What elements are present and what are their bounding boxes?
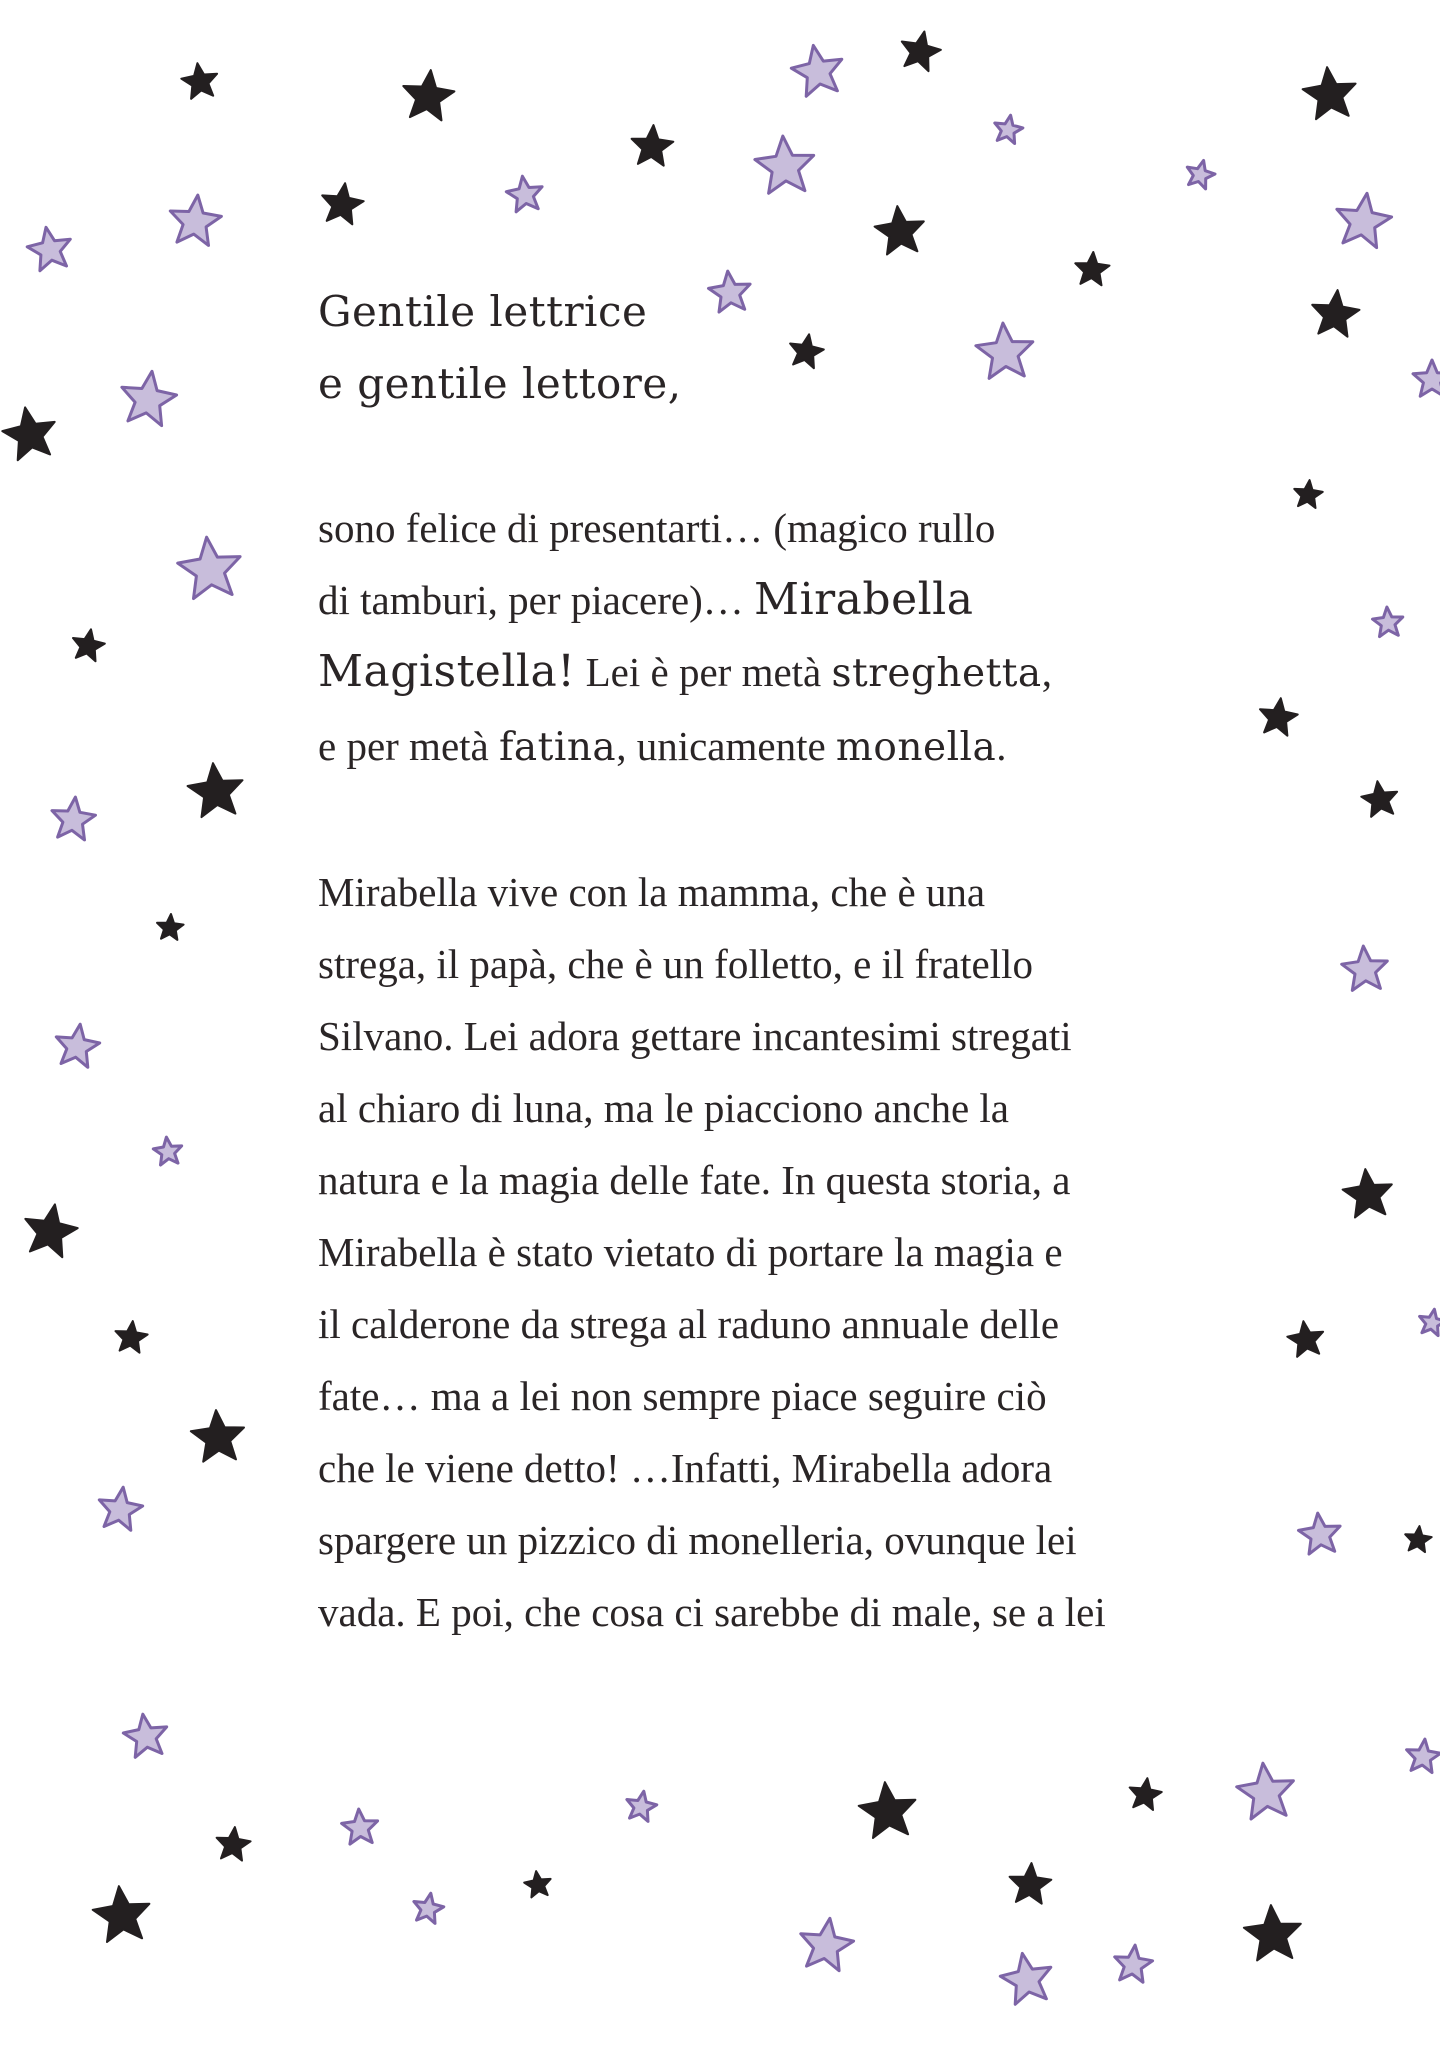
dark-star-icon (73, 629, 105, 661)
dark-star-icon (157, 914, 184, 940)
purple-star-icon (56, 1024, 99, 1067)
text-line: che le viene detto! …Infatti, Mirabella adora (318, 1445, 1053, 1491)
text-line (318, 710, 1258, 784)
text-run: , unicamente (616, 723, 836, 769)
purple-star-icon (801, 1918, 854, 1970)
purple-star-icon (153, 1137, 181, 1165)
dark-star-icon (632, 125, 674, 166)
purple-star-icon (755, 136, 814, 193)
purple-star-icon (506, 176, 542, 212)
dark-star-icon (524, 1871, 550, 1897)
purple-star-icon (791, 45, 842, 96)
text-line: vada. E poi, che cosa ci sarebbe di male, se a lei (318, 1589, 1106, 1635)
purple-star-icon (1342, 946, 1388, 990)
dark-star-icon (1343, 1169, 1392, 1217)
intro-paragraph (318, 492, 1258, 784)
dark-star-icon (217, 1827, 251, 1861)
highlighted-word: streghetta (831, 651, 1042, 696)
purple-star-icon (1373, 607, 1403, 637)
purple-star-icon (342, 1809, 378, 1844)
text-line (318, 492, 1258, 564)
text-run: sono felice di presentarti… (magico rullo (318, 505, 996, 551)
text-line (318, 564, 1258, 636)
dark-star-icon (322, 183, 364, 224)
purple-star-icon (170, 195, 221, 245)
text-run: di tamburi, per piacere)… (318, 577, 755, 623)
dark-star-icon (181, 63, 217, 99)
purple-star-icon (1115, 1945, 1153, 1982)
text-run: Lei è per metà (575, 649, 832, 695)
text-line: fate… ma a lei non sempre piace seguire ciò (318, 1373, 1047, 1419)
text-line (318, 636, 1258, 710)
text-line: natura e la magia delle fate. In questa storia, a (318, 1157, 1071, 1203)
purple-star-icon (1420, 1309, 1440, 1335)
purple-star-icon (99, 1487, 142, 1530)
dark-star-icon (403, 70, 454, 120)
greeting-line: e gentile lettore, (318, 359, 682, 408)
text-line: strega, il papà, che è un folletto, e il fratello (318, 941, 1033, 987)
character-name: Magistella! (318, 646, 576, 697)
greeting (318, 276, 1258, 420)
text-line: spargere un pizzico di monelleria, ovunque lei (318, 1517, 1077, 1563)
dark-star-icon (2, 407, 54, 460)
letter-text (318, 276, 1258, 1648)
dark-star-icon (1130, 1778, 1162, 1810)
greeting-line: Gentile lettrice (318, 287, 648, 336)
purple-star-icon (1337, 193, 1392, 247)
purple-star-icon (123, 1714, 166, 1757)
purple-star-icon (627, 1791, 657, 1821)
purple-star-icon (1237, 1763, 1294, 1819)
dark-star-icon (1260, 698, 1298, 736)
text-line: Silvano. Lei adora gettare incantesimi stregati (318, 1013, 1072, 1059)
purple-star-icon (178, 537, 240, 598)
dark-star-icon (1312, 290, 1359, 337)
dark-star-icon (1294, 480, 1322, 508)
purple-star-icon (1187, 160, 1215, 189)
text-line: Mirabella vive con la mamma, che è una (318, 869, 986, 915)
purple-star-icon (122, 371, 177, 425)
dark-star-icon (1287, 1321, 1323, 1357)
text-run: . (996, 723, 1007, 769)
text-run: e per metà (318, 723, 499, 769)
highlighted-word: fatina (498, 725, 617, 770)
dark-star-icon (1244, 1905, 1301, 1960)
purple-star-icon (995, 115, 1023, 143)
text-line: il calderone da strega al raduno annuale delle (318, 1301, 1060, 1347)
purple-star-icon (1000, 1953, 1051, 2004)
purple-star-icon (52, 797, 96, 840)
dark-star-icon (1303, 67, 1356, 119)
dark-star-icon (93, 1886, 150, 1942)
dark-star-icon (188, 763, 243, 817)
purple-star-icon (414, 1893, 444, 1923)
text-line: Mirabella è stato vietato di portare la magia e (318, 1229, 1063, 1275)
story-paragraph (318, 856, 1258, 1648)
highlighted-word: monella (835, 725, 997, 770)
dark-star-icon (859, 1782, 916, 1838)
dark-star-icon (1010, 1863, 1052, 1904)
purple-star-icon (27, 227, 70, 270)
purple-star-icon (1299, 1513, 1341, 1554)
purple-star-icon (1407, 1739, 1440, 1773)
dark-star-icon (875, 206, 924, 254)
dark-star-icon (902, 32, 941, 72)
dark-star-icon (25, 1204, 77, 1257)
purple-star-icon (1413, 360, 1440, 396)
dark-star-icon (116, 1321, 148, 1353)
dark-star-icon (1361, 781, 1397, 817)
text-run: , (1041, 649, 1052, 695)
text-line: al chiaro di luna, ma le piacciono anche la (318, 1085, 1009, 1131)
dark-star-icon (191, 1410, 244, 1462)
dark-star-icon (1405, 1526, 1432, 1552)
character-name: Mirabella (754, 574, 974, 625)
